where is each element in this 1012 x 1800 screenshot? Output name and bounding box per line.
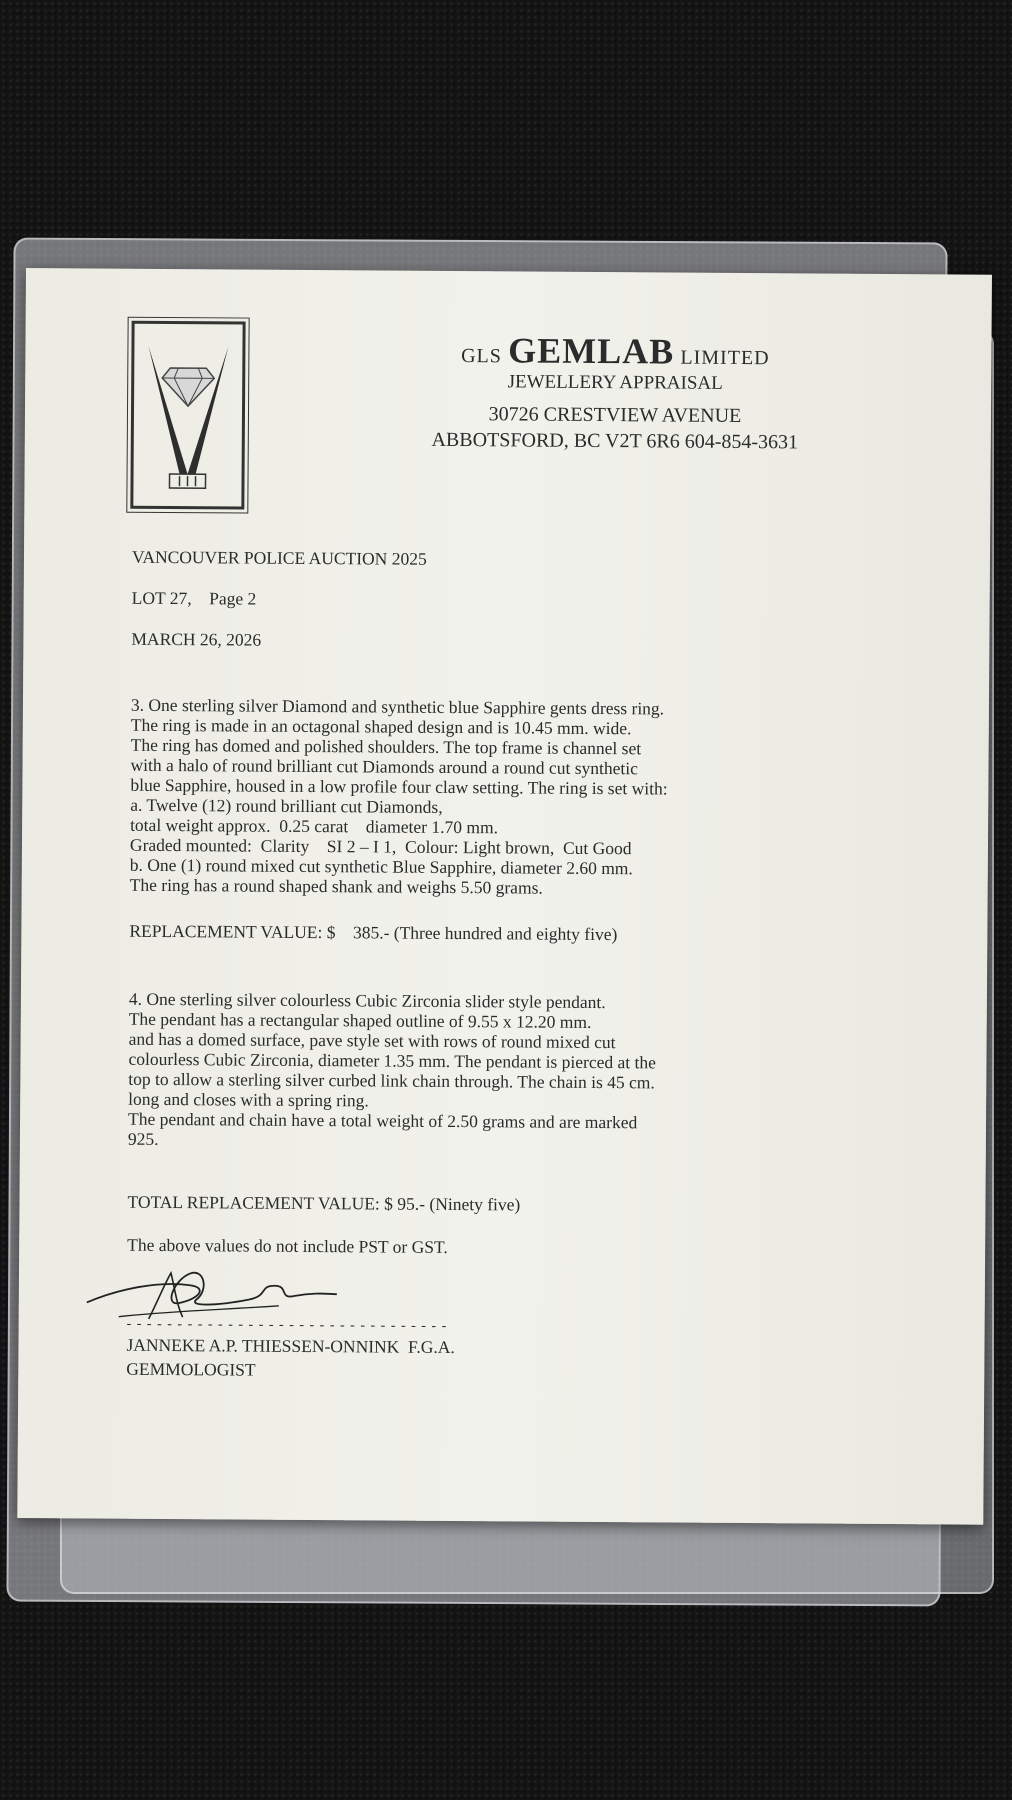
signature-line: - - - - - - - - - - - - - - - - - - - - - - - - - - - - - - - - <box>126 1316 448 1334</box>
item-3-replacement-value: REPLACEMENT VALUE: $ 385.- (Three hundred and eighty five) <box>129 920 618 945</box>
item-4-line: top to allow a sterling silver curbed link chain through. The chain is 45 cm. <box>128 1068 655 1093</box>
item-3-line: The ring has a round shaped shank and weighs 5.50 grams. <box>129 874 543 898</box>
item-3-line: The ring has domed and polished shoulders. The top frame is channel set <box>130 734 642 759</box>
item-4-line: long and closes with a spring ring. <box>128 1088 369 1111</box>
item-3-line: a. Twelve (12) round brilliant cut Diamonds, <box>130 794 443 817</box>
item-3-line: with a halo of round brilliant cut Diamonds around a round cut synthetic <box>130 754 638 779</box>
appraisal-document <box>17 268 992 1525</box>
signer-role: GEMMOLOGIST <box>126 1358 256 1380</box>
item-3-description <box>130 695 669 899</box>
item-4-line: 925. <box>127 1128 159 1149</box>
letterhead <box>405 329 826 456</box>
item-3-line: 3. One sterling silver Diamond and synthetic blue Sapphire gents dress ring. <box>130 694 665 719</box>
lot-and-page: LOT 27, Page 2 <box>131 587 257 609</box>
item-3-line: The ring is made in an octagonal shaped design and is 10.45 mm. wide. <box>130 714 632 739</box>
company-name: GEMLAB <box>508 330 675 372</box>
diamond-logo-icon <box>133 324 242 507</box>
total-replacement-value: TOTAL REPLACEMENT VALUE: $ 95.- (Ninety five) <box>127 1191 521 1215</box>
address-line-2: ABBOTSFORD, BC V2T 6R6 604-854-3631 <box>431 428 799 454</box>
company-name-line <box>405 329 825 374</box>
item-4-line: colourless Cubic Zirconia, diameter 1.35 mm. The pendant is pierced at the <box>128 1048 656 1073</box>
item-3-line: total weight approx. 0.25 carat diameter 1.70 mm. <box>130 814 499 838</box>
item-4-line: 4. One sterling silver colourless Cubic Zirconia slider style pendant. <box>128 988 606 1013</box>
company-suffix: LIMITED <box>680 346 770 370</box>
item-3-line: blue Sapphire, housed in a low profile four claw setting. The ring is set with: <box>130 774 668 799</box>
tax-note: The above values do not include PST or GST. <box>127 1234 448 1257</box>
address-line-1: 30726 CRESTVIEW AVENUE <box>488 403 742 427</box>
item-4-line: and has a domed surface, pave style set with rows of round mixed cut <box>128 1028 616 1053</box>
company-prefix: GLS <box>461 345 503 368</box>
document-title: VANCOUVER POLICE AUCTION 2025 <box>131 546 427 569</box>
item-4-line: The pendant has a rectangular shaped outline of 9.55 x 12.20 mm. <box>128 1008 592 1032</box>
gemlab-logo <box>130 321 245 510</box>
item-4-description <box>128 989 657 1153</box>
item-3-line: b. One (1) round mixed cut synthetic Blue Sapphire, diameter 2.60 mm. <box>129 854 633 879</box>
signer-name: JANNEKE A.P. THIESSEN-ONNINK F.G.A. <box>126 1334 455 1358</box>
item-4-line: The pendant and chain have a total weight of 2.50 grams and are marked <box>127 1108 638 1133</box>
company-subtitle: JEWELLERY APPRAISAL <box>507 371 723 394</box>
company-address <box>405 401 825 456</box>
item-3-line: Graded mounted: Clarity SI 2 – I 1, Colour: Light brown, Cut Good <box>129 834 632 859</box>
document-date: MARCH 26, 2026 <box>131 628 262 650</box>
